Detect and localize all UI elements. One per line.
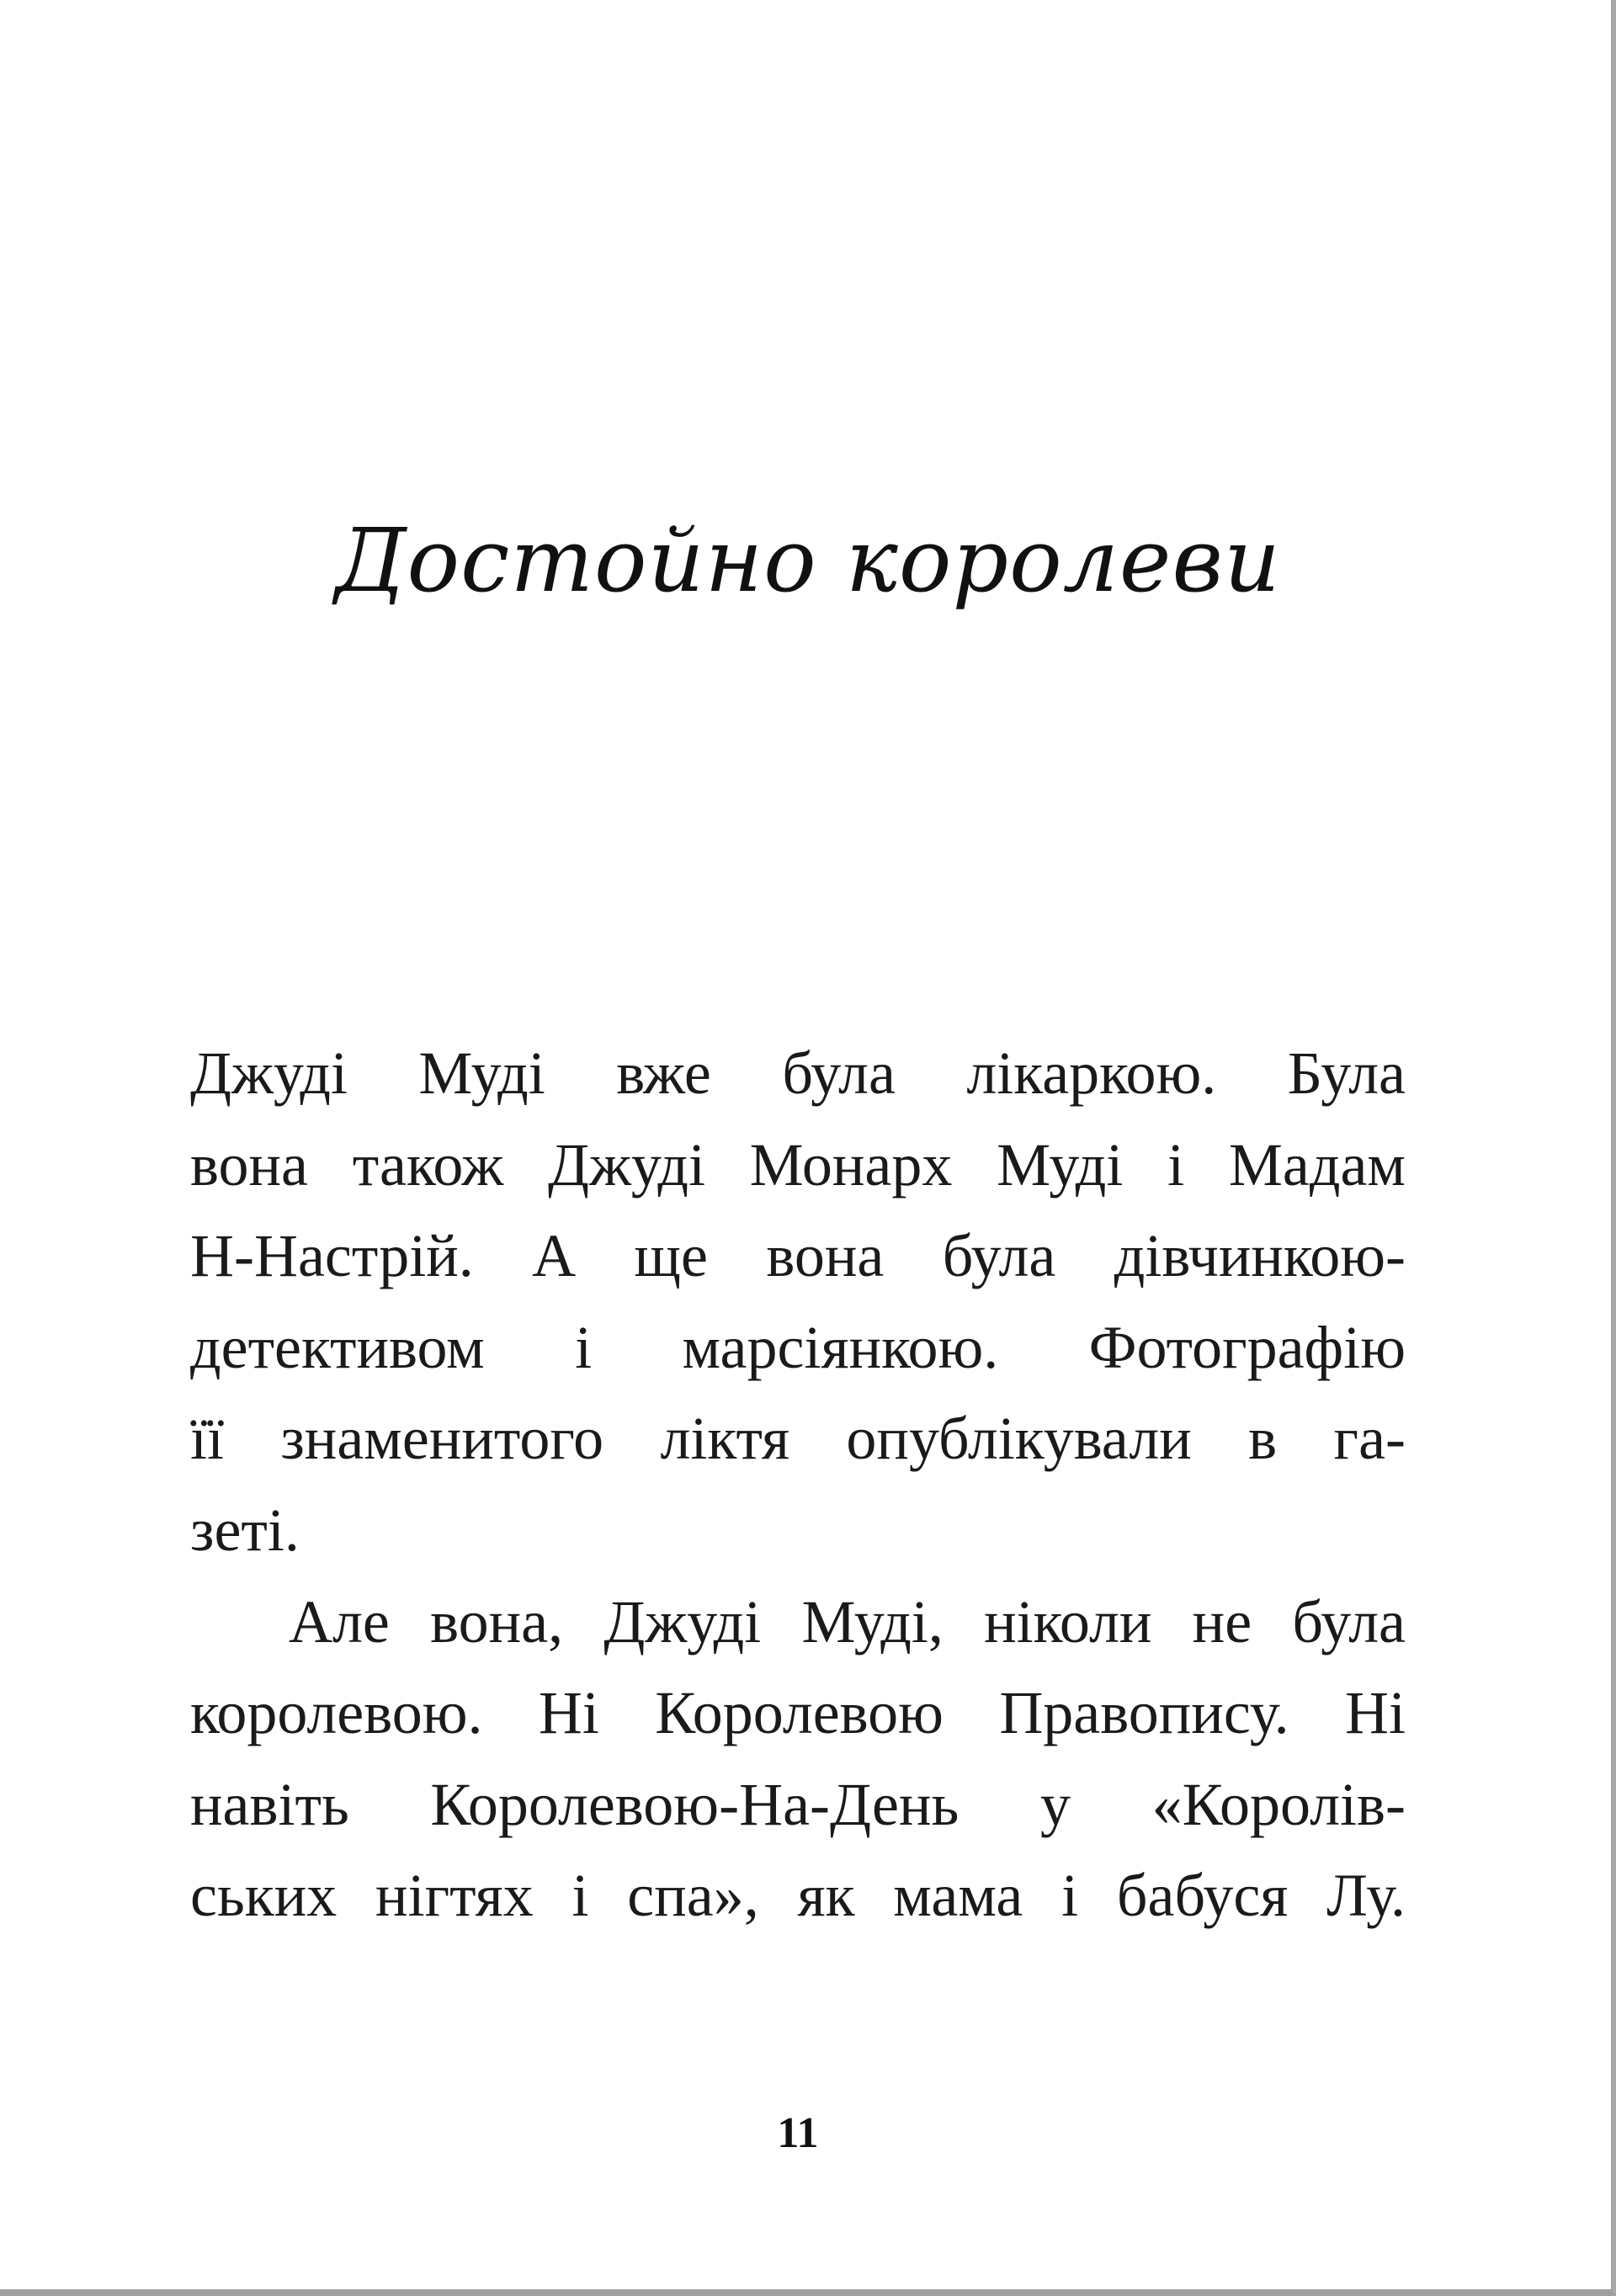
chapter-title: Достойно королеви [335,509,1281,612]
text-line: навіть Королевою-На-День у «Королів- [190,1770,1406,1838]
text-line: вона також Джуді Монарх Муді і Мадам [190,1130,1406,1198]
text-line: її знаменитого ліктя опублікували в га- [190,1405,1406,1473]
paragraph-1 [190,1028,1406,1576]
text-line: Але вона, Джуді Муді, ніколи не була [289,1587,1406,1656]
page-number: 11 [777,2109,819,2157]
text-line: Н-Настрій. А ще вона була дівчинкою- [190,1222,1406,1290]
paragraph-2 [190,1576,1406,1942]
text-line: королевою. Ні Королевою Правопису. Ні [190,1679,1406,1747]
text-line: ських нігтях і спа», як мама і бабуся Лу. [190,1862,1406,1930]
text-line: зеті. [190,1496,300,1564]
body-text [190,1028,1406,1942]
text-line: детективом і марсіянкою. Фотографію [190,1313,1406,1381]
text-line: Джуді Муді вже була лікаркою. Була [190,1039,1406,1107]
